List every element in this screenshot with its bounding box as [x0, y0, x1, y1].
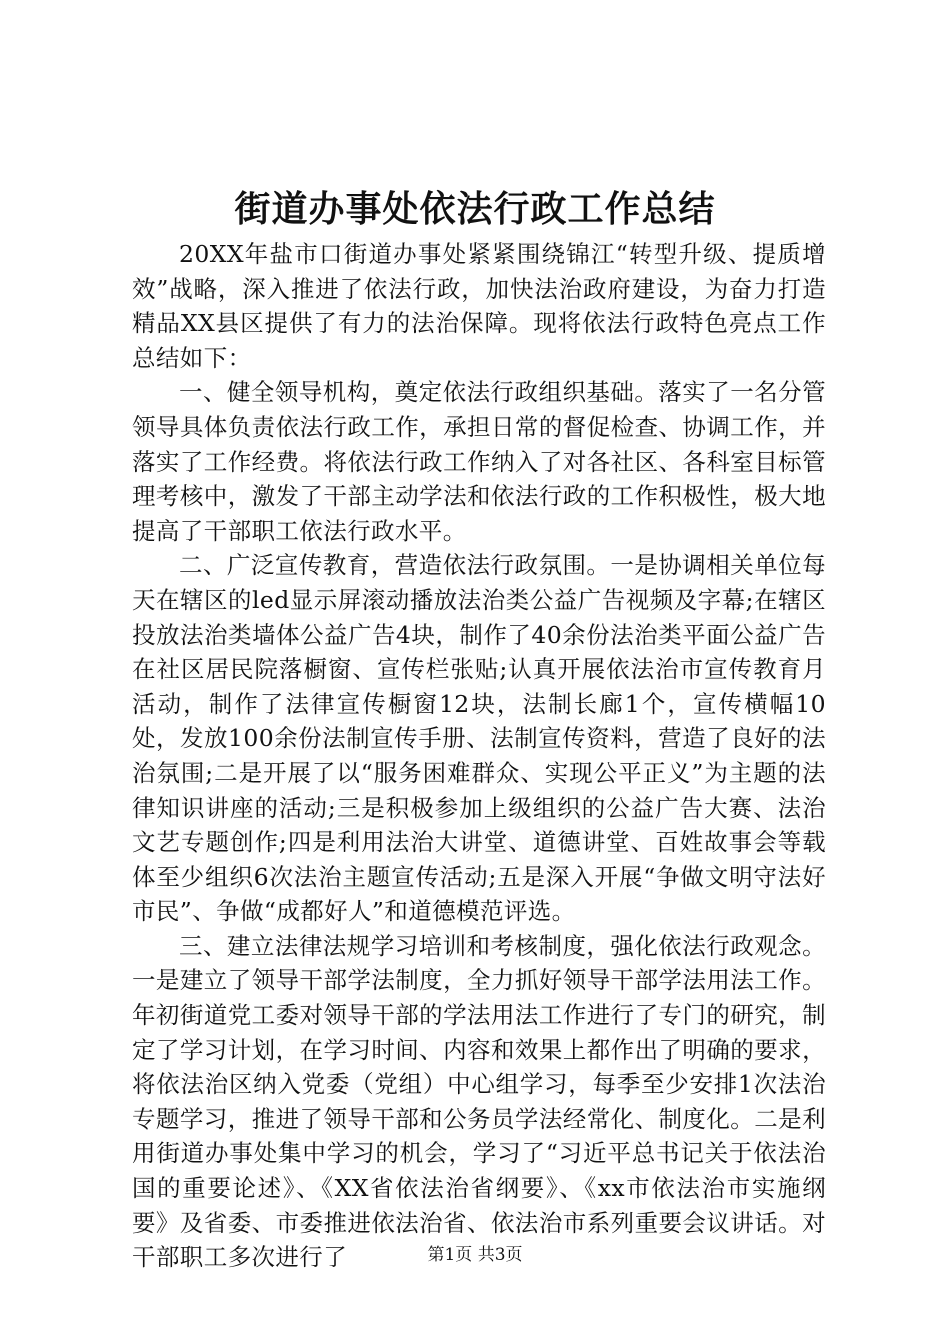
paragraph-section-3: 三、建立法律法规学习培训和考核制度，强化依法行政观念。一是建立了领导干部学法制度，全力抓好领导干部学法用法工作。年初街道党工委对领导干部的学法用法工作进行了专门的研究，制定了学习计划，在学习时间、内容和效果上都作出了明确的要求，将依法治区纳入党委（党组）中心组学习，每季至少安排1次法治专题学习，推进了领导干部和公务员学法经常化、制度化。二是利用街道办事处集中学习的机会，学习了“习近平总书记关于依法治国的重要论述》、《XX省依法治省纲要》、《xx市依法治市实施纲要》及省委、市委推进依法治省、依法治市系列重要会议讲话。对干部职工多次进行了	[132, 931, 826, 1272]
page-footer: 第1页 共3页	[427, 1245, 523, 1265]
paragraph-section-1: 一、健全领导机构，奠定依法行政组织基础。落实了一名分管领导具体负责依法行政工作，承担日常的督促检查、协调工作，并落实了工作经费。将依法行政工作纳入了对各社区、各科室目标管理考核中，激发了干部主动学法和依法行政的工作积极性，极大地提高了干部职工依法行政水平。	[132, 378, 826, 545]
document-body	[132, 237, 826, 1275]
document-title: 街道办事处依法行政工作总结	[234, 188, 716, 230]
paragraph-intro: 20XX年盐市口街道办事处紧紧围绕锦江“转型升级、提质增效”战略，深入推进了依法行政，加快法治政府建设，为奋力打造精品XX县区提供了有力的法治保障。现将依法行政特色亮点工作总结如下：	[132, 240, 826, 372]
paragraph-section-2: 二、广泛宣传教育，营造依法行政氛围。一是协调相关单位每天在辖区的led显示屏滚动播放法治类公益广告视频及字幕;在辖区投放法治类墙体公益广告4块，制作了40余份法治类平面公益广告在社区居民院落橱窗、宣传栏张贴;认真开展依法治市宣传教育月活动，制作了法律宣传橱窗12块，法制长廊1个，宣传横幅10处，发放100余份法制宣传手册、法制宣传资料，营造了良好的法治氛围;二是开展了以“服务困难群众、实现公平正义”为主题的法律知识讲座的活动;三是积极参加上级组织的公益广告大赛、法治文艺专题创作;四是利用法治大讲堂、道德讲堂、百姓故事会等载体至少组织6次法治主题宣传活动;五是深入开展“争做文明守法好市民”、争做“成都好人”和道德模范评选。	[132, 551, 826, 926]
